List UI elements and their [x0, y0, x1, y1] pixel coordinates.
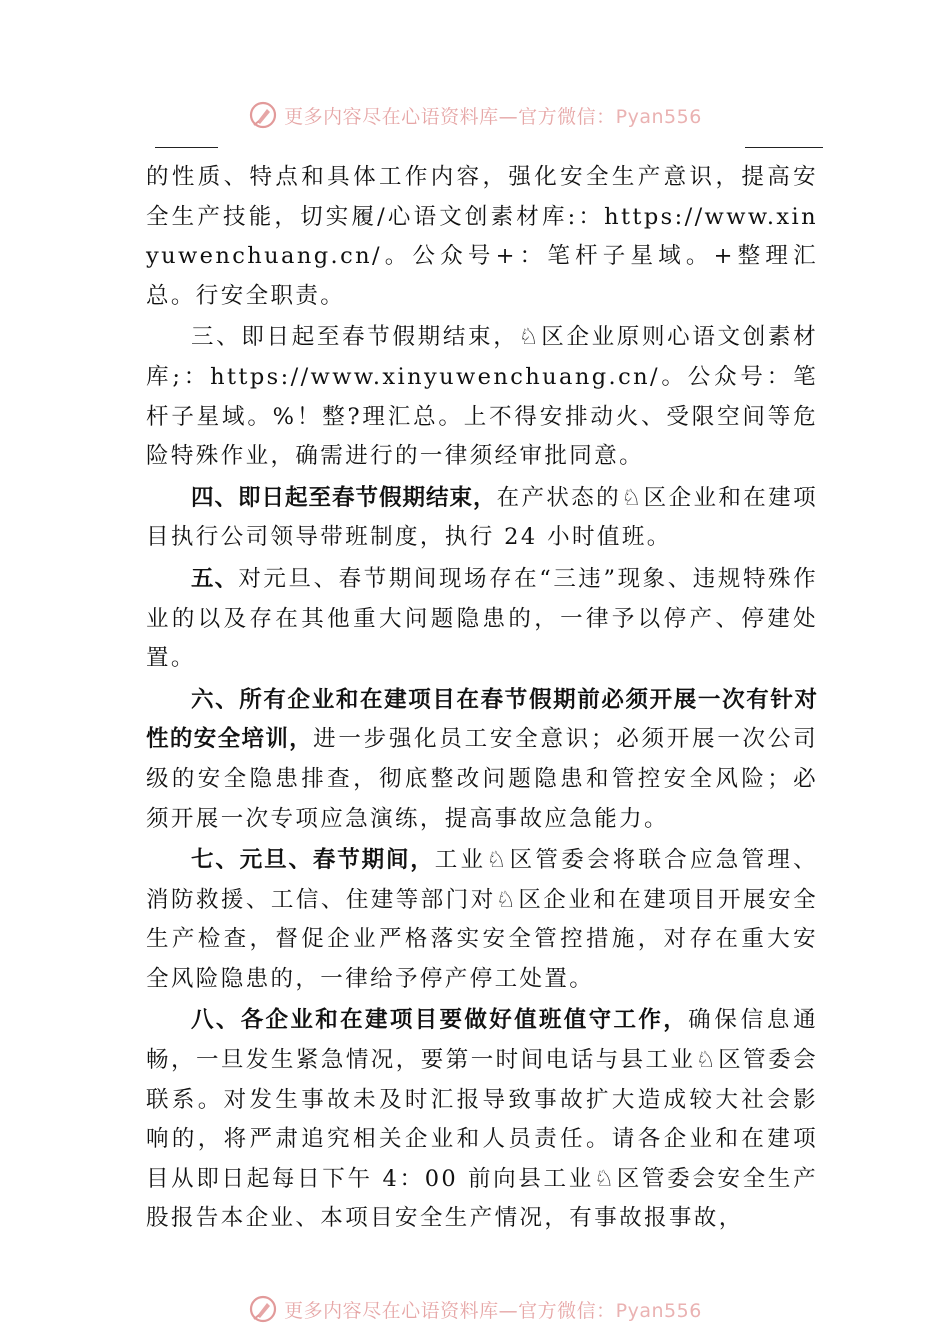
- watermark-label: 更多内容尽在心语资料库—官方微信：: [284, 1299, 616, 1322]
- paragraph-heading: 六、所有企业和在建项目在春节假期前必须开展一次有针对性的安全培训，: [146, 686, 818, 753]
- paragraph-5: [146, 681, 818, 839]
- header-rule-left: [155, 147, 218, 148]
- paragraph-text: 工业♘区管委会将联合应急管理、消防救援、工信、住建等部门对♘区企业和在建项目开展安全生产检查，督促企业严格落实安全管控措施，对存在重大安全风险隐患的，一律给予停产停工处置。: [146, 847, 818, 992]
- paragraph-4: [146, 560, 818, 679]
- paragraph-2: [146, 318, 818, 476]
- paragraph-text: 在产状态的♘区企业和在建项目执行公司领导带班制度，执行 24 小时值班。: [146, 484, 818, 551]
- paragraph-3: [146, 479, 818, 558]
- watermark-text: [284, 102, 702, 129]
- watermark-header: [0, 95, 950, 135]
- paragraph-7: [146, 1001, 818, 1239]
- pen-logo-icon: [248, 1294, 278, 1324]
- paragraph-heading: 七、元旦、春节期间，: [191, 847, 435, 874]
- paragraph-text: 的性质、特点和具体工作内容，强化安全生产意识，提高安全生产技能，切实履/心语文创素材库:：https://www.xinyuwenchuang.cn/。公众号+：笔杆子星域。+整理汇总。行安全职责。: [146, 164, 818, 309]
- paragraph-text: 确保信息通畅，一旦发生紧急情况，要第一时间电话与县工业♘区管委会联系。对发生事故未及时汇报导致事故扩大造成较大社会影响的，将严肃追究相关企业和人员责任。请各企业和在建项目从即日起每日下午 4：00 前向县工业♘区管委会安全生产股报告本企业、本项目安全生产情况，有事故报事故，: [146, 1007, 818, 1232]
- paragraph-text: 三、即日起至春节假期结束，♘区企业原则心语文创素材库;：https://www.xinyuwenchuang.cn/。公众号：笔杆子星域。%！整?理汇总。上不得安排动火、受限空间等危险特殊作业，确需进行的一律须经审批同意。: [146, 324, 818, 470]
- paragraph-heading: 四、即日起至春节假期结束，: [191, 484, 497, 511]
- header-rule-right: [745, 147, 823, 148]
- watermark-account: Pyan556: [615, 105, 702, 128]
- pen-logo-icon: [248, 100, 278, 130]
- paragraph-text: 进一步强化员工安全意识；必须开展一次公司级的安全隐患排查，彻底整改问题隐患和管控安全风险；必须开展一次专项应急演练，提高事故应急能力。: [146, 726, 818, 832]
- watermark-footer: [0, 1289, 950, 1329]
- paragraph-6: [146, 841, 818, 999]
- document-body: [146, 158, 818, 1239]
- paragraph-heading: 八、各企业和在建项目要做好值班值守工作，: [191, 1007, 689, 1034]
- paragraph-heading: 五、: [191, 565, 239, 592]
- paragraph-1: [146, 158, 818, 316]
- paragraph-text: 对元旦、春节期间现场存在“三违”现象、违规特殊作业的以及存在其他重大问题隐患的，一律予以停产、停建处置。: [146, 565, 818, 672]
- watermark-account: Pyan556: [615, 1299, 702, 1322]
- watermark-text: [284, 1296, 702, 1323]
- watermark-label: 更多内容尽在心语资料库—官方微信：: [284, 105, 616, 128]
